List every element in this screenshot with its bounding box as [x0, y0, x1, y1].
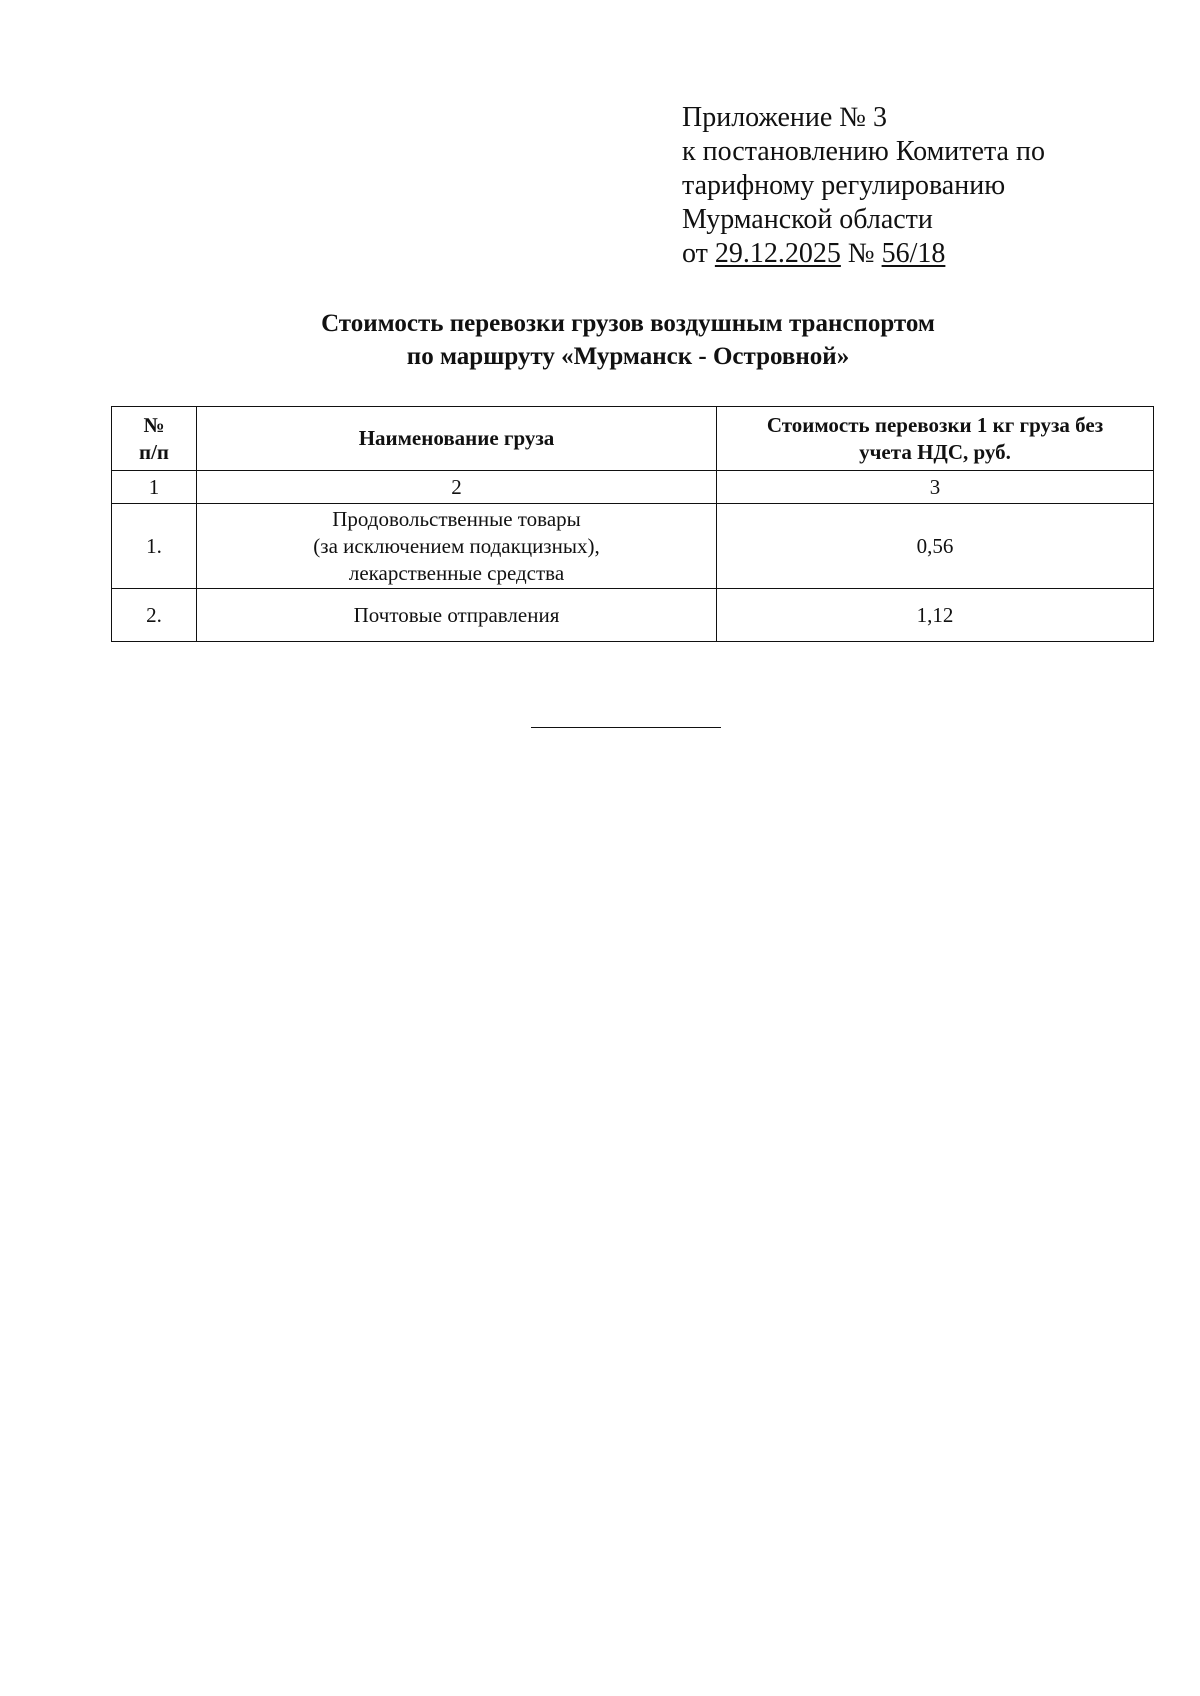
column-number-1: 1 [112, 471, 197, 504]
header-cost-line2: учета НДС, руб. [859, 439, 1011, 464]
decree-number: 56/18 [881, 238, 946, 269]
column-number-3: 3 [717, 471, 1154, 504]
title-line-1: Стоимость перевозки грузов воздушным транспортом [321, 310, 935, 337]
row-num: 2. [112, 589, 197, 642]
closing-rule [531, 727, 721, 728]
cargo-name-line: Продовольственные товары [332, 506, 581, 531]
date-prefix: от [682, 238, 708, 269]
cargo-name-line: лекарственные средства [348, 560, 565, 585]
header-cost [717, 407, 1154, 471]
row-cost: 1,12 [717, 589, 1154, 642]
row-cost: 0,56 [717, 504, 1154, 589]
header-num-line2: п/п [138, 439, 170, 464]
cargo-name-line: Почтовые отправления [353, 602, 560, 627]
number-prefix: № [847, 238, 875, 269]
appendix-ref-cont: тарифному регулированию [682, 170, 1006, 201]
appendix-date-line [682, 237, 1142, 271]
document-title [0, 307, 1200, 373]
appendix-region: Мурманской области [682, 204, 933, 235]
table-row [112, 589, 1154, 642]
header-cost-line1: Стоимость перевозки 1 кг груза без [766, 412, 1104, 437]
header-name: Наименование груза [197, 407, 717, 471]
cargo-name-line: (за исключением подакцизных), [313, 533, 600, 558]
appendix-ref: к постановлению Комитета по [682, 136, 1045, 167]
column-number-row [112, 471, 1154, 504]
appendix-number: Приложение № 3 [682, 102, 887, 133]
tariff-table [111, 406, 1154, 642]
decree-date: 29.12.2025 [714, 238, 841, 269]
appendix-block [682, 101, 1142, 271]
row-cargo-name [197, 504, 717, 589]
column-number-2: 2 [197, 471, 717, 504]
table-row [112, 504, 1154, 589]
row-cargo-name [197, 589, 717, 642]
row-num: 1. [112, 504, 197, 589]
table-header-row [112, 407, 1154, 471]
title-line-2: по маршруту «Мурманск - Островной» [406, 343, 850, 370]
header-num [112, 407, 197, 471]
header-num-line1: № [143, 412, 165, 437]
